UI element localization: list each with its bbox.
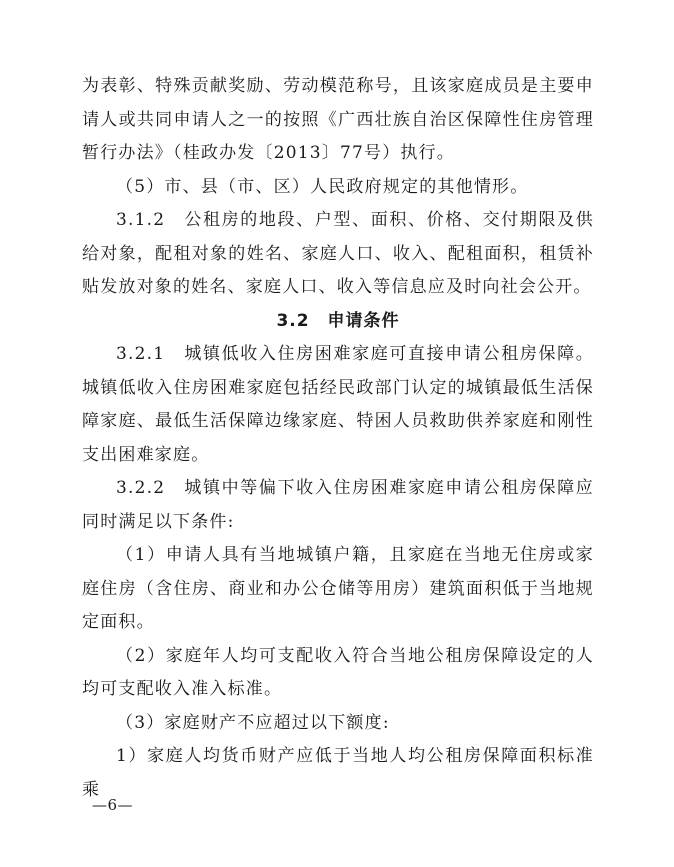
paragraph-condition-3: （3）家庭财产不应超过以下额度:	[116, 712, 390, 733]
page-number: —6—	[92, 796, 134, 814]
paragraph-item-5: （5）市、县（市、区）人民政府规定的其他情形。	[116, 176, 529, 197]
paragraph-condition-3-1: 1）家庭人均货币财产应低于当地人均公租房保障面积标准乘	[82, 746, 594, 800]
section-heading-3-2: 3.2 申请条件	[276, 310, 400, 331]
document-body	[82, 70, 594, 807]
paragraph-3-1-2: 3.1.2 公租房的地段、户型、面积、价格、交付期限及供给对象，配租对象的姓名、家庭人口、收入、配租面积，租赁补贴发放对象的姓名、家庭人口、收入等信息应及时向社会公开。	[82, 210, 594, 297]
paragraph-continuation: 为表彰、特殊贡献奖励、劳动模范称号，且该家庭成员是主要申请人或共同申请人之一的按照《广西壮族自治区保障性住房管理暂行办法》（桂政办发〔2013〕77号）执行。	[82, 76, 594, 163]
paragraph-3-2-2: 3.2.2 城镇中等偏下收入住房困难家庭申请公租房保障应同时满足以下条件:	[82, 478, 594, 532]
paragraph-condition-2: （2）家庭年人均可支配收入符合当地公租房保障设定的人均可支配收入准入标准。	[82, 645, 594, 699]
paragraph-condition-1: （1）申请人具有当地城镇户籍，且家庭在当地无住房或家庭住房（含住房、商业和办公仓储等用房）建筑面积低于当地规定面积。	[82, 545, 594, 632]
paragraph-3-2-1: 3.2.1 城镇低收入住房困难家庭可直接申请公租房保障。城镇低收入住房困难家庭包括经民政部门认定的城镇最低生活保障家庭、最低生活保障边缘家庭、特困人员救助供养家庭和刚性支出困难家庭。	[82, 344, 594, 465]
